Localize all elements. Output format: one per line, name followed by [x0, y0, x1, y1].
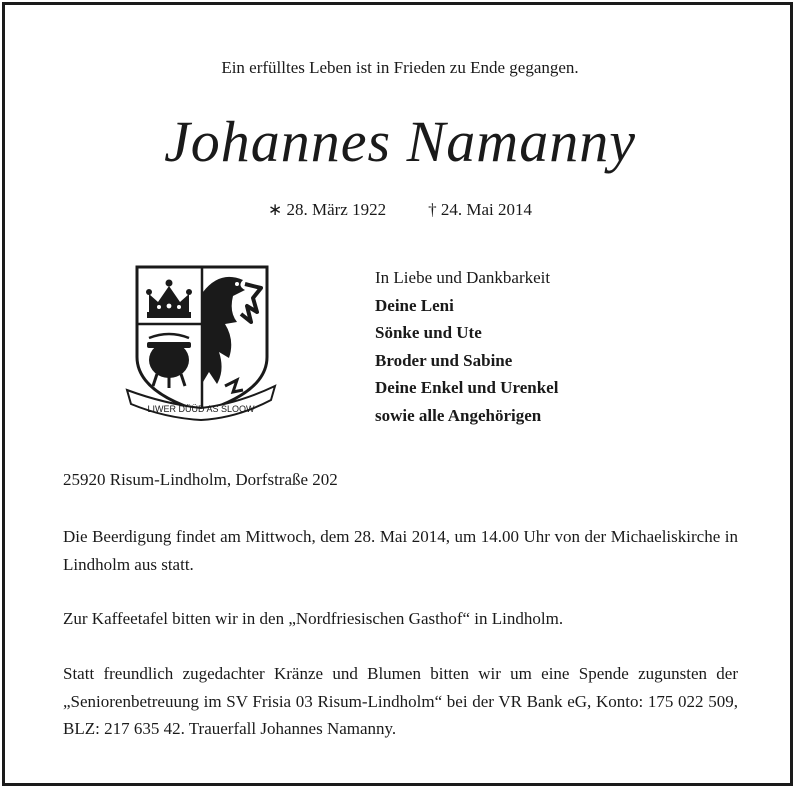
mourners-intro: In Liebe und Dankbarkeit [375, 268, 551, 287]
death-date: † 24. Mai 2014 [428, 200, 532, 219]
birth-date: ∗ 28. März 1922 [267, 200, 387, 219]
intro-line: Ein erfülltes Leben ist in Frieden zu Ende gegangen. [221, 58, 579, 77]
cauldron-icon [147, 334, 191, 388]
life-dates [0, 200, 800, 220]
mourners-block [375, 264, 558, 429]
mourner-name: Broder und Sabine [375, 350, 513, 370]
mourner-name: sowie alle Angehörigen [375, 405, 542, 425]
deceased-name: Johannes Namanny [164, 109, 636, 174]
coffee-info: Zur Kaffeetafel bitten wir in den „Nordfriesischen Gasthof“ in Lindholm. [63, 609, 564, 628]
donation-info: Statt freundlich zugedachter Kränze und Blumen bitten wir um eine Spende zugunsten der „Seniorenbetreuung im SV Frisia 03 Risum-Lindholm“ bei der VR Bank eG, Konto: 175 022 509, BLZ: 217 635 42. Trauerfall Johannes Namanny. [63, 664, 738, 738]
address-line: 25920 Risum-Lindholm, Dorfstraße 202 [63, 470, 338, 489]
mourner-name: Deine Enkel und Urenkel [375, 378, 559, 397]
coat-of-arms-emblem [125, 262, 277, 422]
mourner-name: Deine Leni [375, 295, 454, 315]
crest-motto: LIWER DÜÜD AS SLOOW [147, 404, 255, 414]
funeral-info: Die Beerdigung findet am Mittwoch, dem 28. Mai 2014, um 14.00 Uhr von der Michaeliskirche in Lindholm aus statt. [63, 527, 738, 574]
mourner-name: Sönke und Ute [375, 323, 482, 342]
